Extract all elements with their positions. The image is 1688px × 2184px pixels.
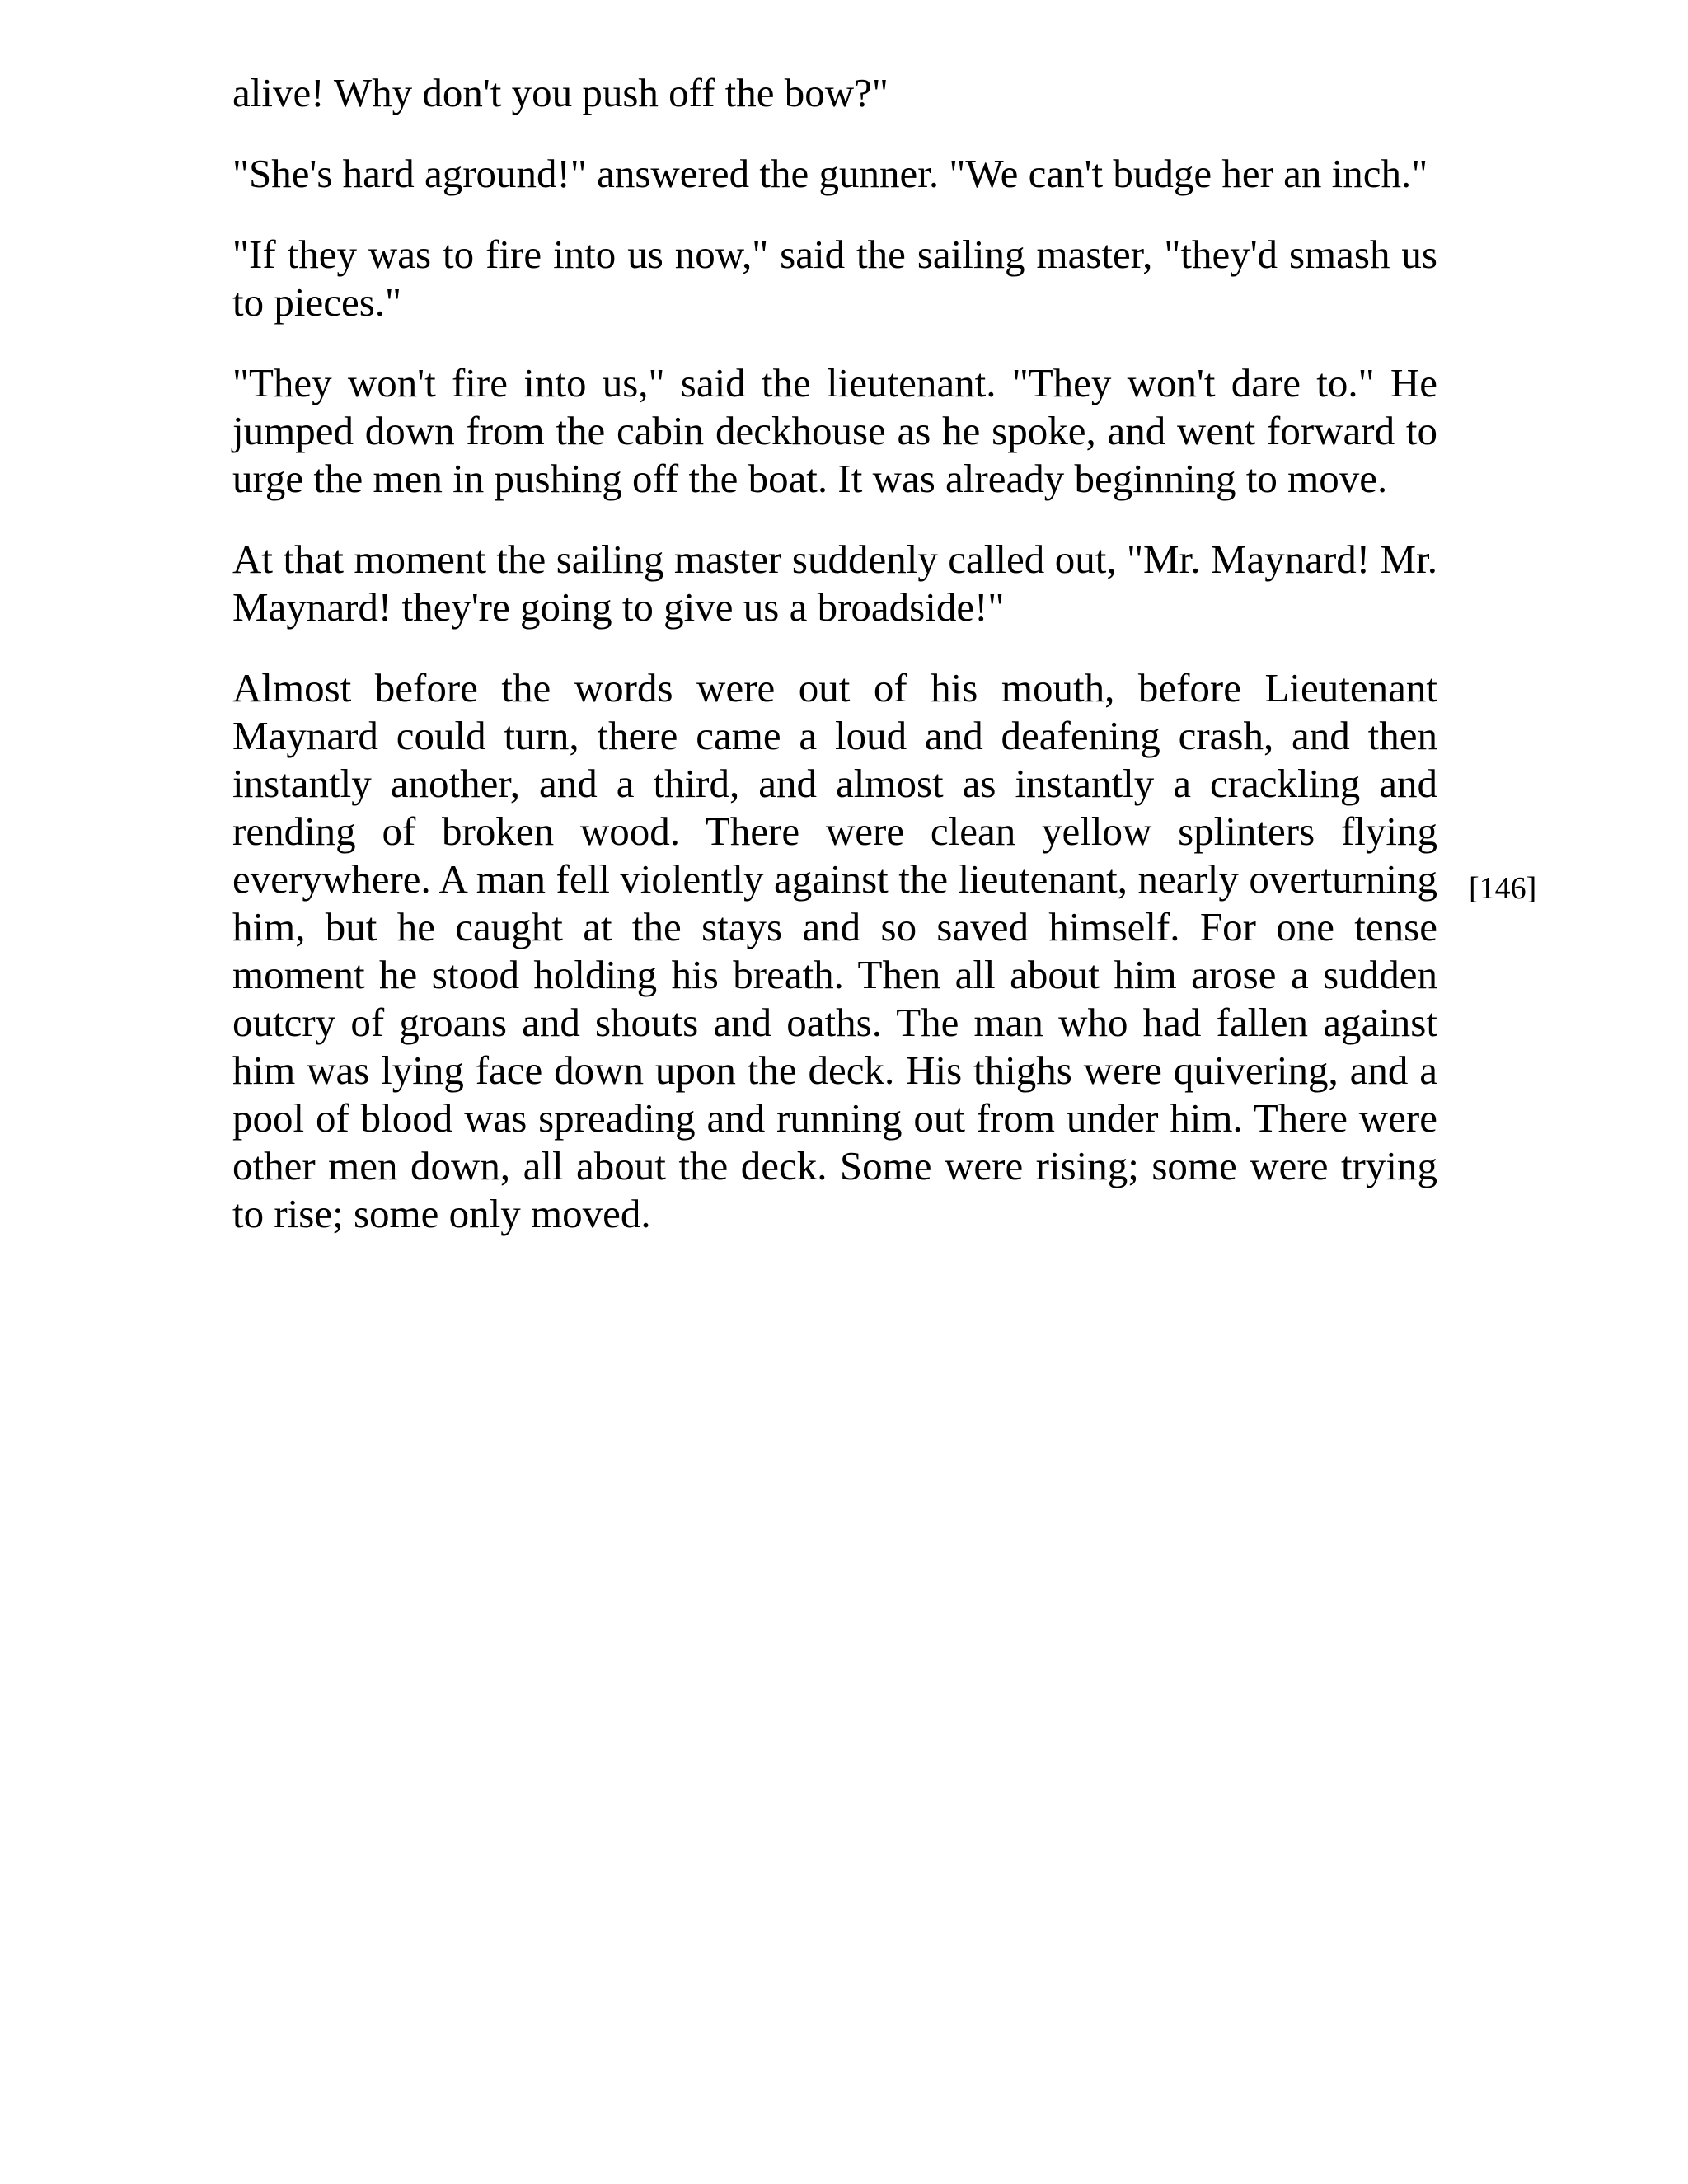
paragraph-1: alive! Why don't you push off the bow?" [232,70,889,115]
paragraph-6: Almost before the words were out of his mouth, before Lieutenant Maynard could turn, there came a loud and deafening crash, and then instantly another, and a third, and almost as instantly a crackling and rending of broken wood. There were clean yellow splinters flying everywhere. A man fell violently against the lieutenant, nearly overturning him, but he caught at the stays and so saved himself. For one tense moment he stood holding his breath. Then all about him arose a sudden outcry of groans and shouts and oaths. The man who had fallen against him was lying face down upon the deck. His thighs were quivering, and a pool of blood was spreading and running out from under him. There were other men down, all about the deck. Some were rising; some were trying to rise; some only moved. [232,665,1437,1236]
paragraph-5: At that moment the sailing master suddenly called out, "Mr. Maynard! Mr. Maynard! they're going to give us a broadside!" [232,537,1437,630]
paragraph-2: "She's hard aground!" answered the gunner. "We can't budge her an inch." [232,151,1428,196]
paragraph-4: "They won't fire into us," said the lieutenant. "They won't dare to." He jumped down from the cabin deckhouse as he spoke, and went forward to urge the men in pushing off the boat. It was already beginning to move. [232,360,1437,501]
body-text [232,69,1437,1271]
page-number-marker: [146] [1469,871,1537,906]
paragraph-3: "If they was to fire into us now," said the sailing master, "they'd smash us to pieces." [232,232,1437,325]
